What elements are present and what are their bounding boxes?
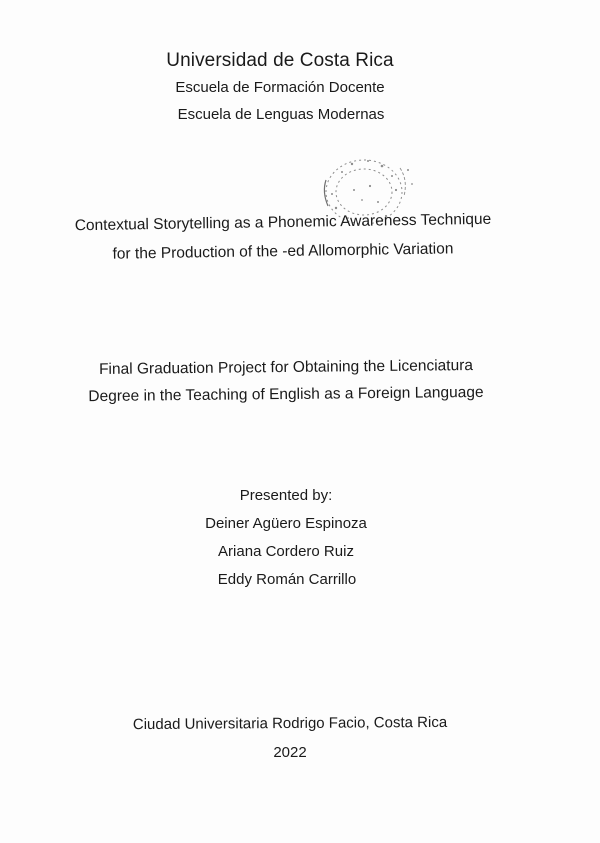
author-name: Eddy Román Carrillo	[217, 571, 357, 588]
author-name: Deiner Agüero Espinoza	[205, 515, 367, 532]
university-name: Universidad de Costa Rica	[166, 50, 394, 71]
school-name-2: Escuela de Lenguas Modernas	[177, 106, 385, 123]
university-seal-icon	[312, 150, 424, 246]
thesis-title-line-2: for the Production of the -ed Allomorphic Variation	[112, 240, 454, 263]
author-name: Ariana Cordero Ruiz	[218, 543, 354, 560]
school-name-1: Escuela de Formación Docente	[175, 79, 385, 96]
publication-year: 2022	[273, 744, 307, 761]
thesis-title-line-1: Contextual Storytelling as a Phonemic Awareness Technique	[74, 210, 492, 235]
project-description-line-2: Degree in the Teaching of English as a Foreign Language	[88, 383, 484, 406]
project-description-line-1: Final Graduation Project for Obtaining the Licenciatura	[98, 357, 474, 378]
place-of-publication: Ciudad Universitaria Rodrigo Facio, Costa Rica	[132, 713, 448, 734]
presented-by-label: Presented by:	[239, 487, 333, 504]
